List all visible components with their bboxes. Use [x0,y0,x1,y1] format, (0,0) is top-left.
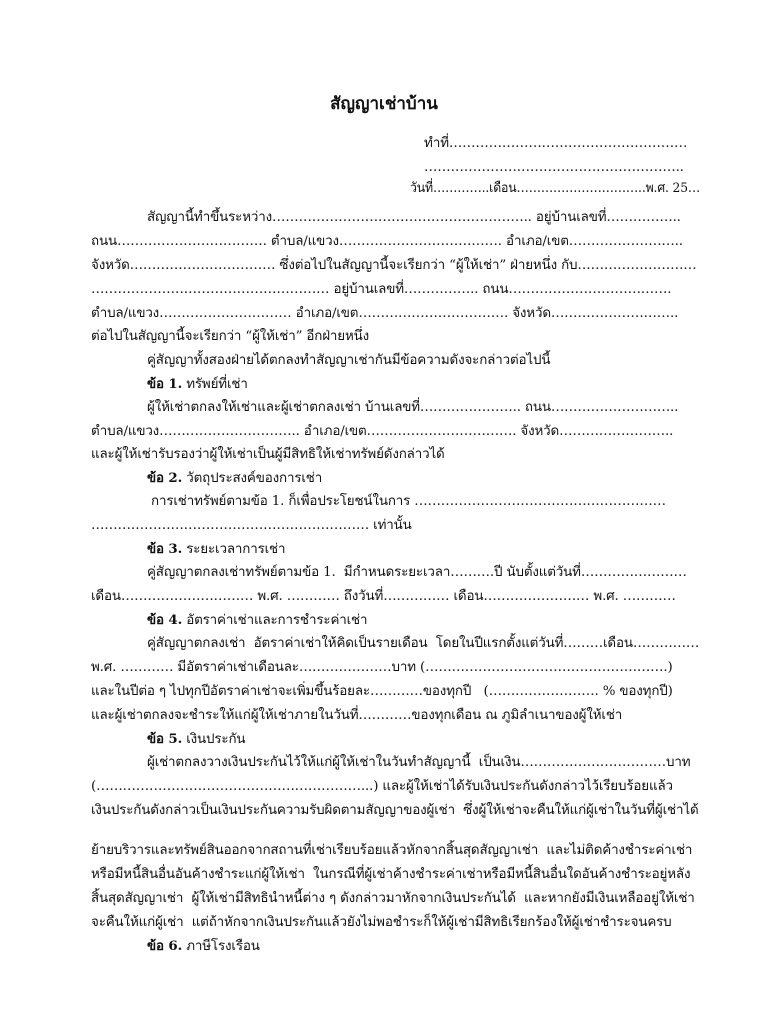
clause-heading [147,609,367,632]
clause-line: ย้ายบริวารและทรัพย์สินออกจากสถานที่เช่าเรียบร้อยแล้วหักจากสิ้นสุดสัญญาเช่า และไม่ติดค้างชำระค่าเช่า [91,843,693,858]
clause-line: ……………………………………………………… เท่านั้น [91,518,412,533]
clause-title: ระยะเวลาการเช่า [186,542,286,557]
clause-heading [147,538,285,561]
clause-title: ทรัพย์ที่เช่า [186,377,248,392]
clause-heading [147,728,245,751]
clause-line: ผู้เช่าตกลงวางเงินประกันไว้ให้แก่ผู้ให้เช่าในวันทำสัญญานี้ เป็นเงิน……………………………บาท [147,755,691,770]
clause-line: เงินประกันดังกล่าวเป็นเงินประกันความรับผิดตามสัญญาของผู้เช่า ซึ่งผู้ให้เช่าจะคืนให้แก่ผู้เช่าในวันที่ผู้เช่าได้ [91,803,699,818]
clause-line: เดือน………………………… พ.ศ. ………… ถึงวันที่…………… เดือน…………………… พ.ศ. ………… [91,589,676,604]
clause-heading [147,935,260,958]
clause-line: จะคืนให้แก่ผู้เช่า แต่ถ้าหักจากเงินประกันแล้วยังไม่พอชำระก็ให้ผู้เช่ามีสิทธิเรียกร้องให้ผู้เช่าชำระจนครบ [91,915,672,930]
clause-number: ข้อ 1. [147,376,183,392]
clause-title: เงินประกัน [186,732,246,747]
clause-line: คู่สัญญาตกลงเช่าทรัพย์ตามข้อ 1. มีกำหนดระยะเวลา……….ปี นับตั้งแต่วันที่…………………… [147,565,687,580]
clause-heading [147,373,248,396]
clause-line: และในปีต่อ ๆ ไปทุกปีอัตราค่าเช่าจะเพิ่มขึ้นร้อยละ…………ของทุกปี (……………………. % ของทุกปี) [91,684,673,699]
clause-number: ข้อ 5. [147,731,183,747]
made-at-line: ทำที่……………………………………………… [424,136,688,151]
clause-number: ข้อ 2. [147,470,183,486]
parties-line: ……………………………………………… อยู่บ้านเลขที่…………….. ถนน………………………………. [91,282,672,297]
clause-line: และผู้ให้เช่ารับรองว่าผู้ให้เช่าเป็นผู้มีสิทธิให้เช่าทรัพย์ดังกล่าวได้ [91,447,445,462]
clause-line: พ.ศ. ………… มีอัตราค่าเช่าเดือนละ…………………บาท (……………………………………………….) [91,660,673,675]
clause-line: คู่สัญญาตกลงเช่า อัตราค่าเช่าให้คิดเป็นรายเดือน โดยในปีแรกตั้งแต่วันที่………เดือน…………… [147,636,700,651]
clause-line: สิ้นสุดสัญญาเช่า ผู้ให้เช่ามีสิทธินำหนี้ต่าง ๆ ดังกล่าวมาหักจากเงินประกันได้ และหากยังมีเงินเหลืออยู่ให้เช่า [91,891,695,906]
clause-heading [147,467,322,490]
parties-line: สัญญานี้ทำขึ้นระหว่าง………………………………………………….. อยู่บ้านเลขที่…………….. [147,210,681,225]
clause-line: การเช่าทรัพย์ตามข้อ 1. ก็เพื่อประโยชน์ในการ ………………………………………………… [151,494,666,509]
clause-number: ข้อ 6. [147,938,183,954]
clause-number: ข้อ 3. [147,541,183,557]
clause-title: อัตราค่าเช่าและการชำระค่าเช่า [186,613,368,628]
clause-line: ตำบล/แขวง………………………….. อำเภอ/เขต……………………………. จังหวัด…………………….. [91,424,674,439]
clause-line: (……………………………………………………...) และผู้ให้เช่าได้รับเงินประกันดังกล่าวไว้เรียบร้อยแล้ว [91,779,673,794]
clause-title: วัตถุประสงค์ของการเช่า [186,471,323,486]
clause-line: และผู้เช่าตกลงจะชำระให้แก่ผู้ให้เช่าภายในวันที่…………ของทุกเดือน ณ ภูมิลำเนาของผู้ให้เช่า [91,708,623,723]
clause-title: ภาษีโรงเรือน [186,939,260,954]
clause-line: ผู้ให้เช่าตกลงให้เช่าและผู้เช่าตกลงเช่า บ้านเลขที่………………….. ถนน……………………….. [147,400,679,415]
parties-line: ถนน……………………………. ตำบล/แขวง………………………………. อำเภอ/เขต…………………….. [91,234,683,249]
clause-number: ข้อ 4. [147,612,183,628]
parties-line: ตำบล/แขวง………………………… อำเภอ/เขต……………………………. จังหวัด……………………….. [91,306,679,321]
clause-line: หรือมีหนี้สินอื่นอันค้างชำระแก่ผู้ให้เช่า ในกรณีที่ผู้เช่าค้างชำระค่าเช่าหรือมีหนี้สินอื่นใดอันค้างชำระอยู่หลัง [91,867,691,882]
date-line: วันที่…………..เดือน…………………………..พ.ศ. 25… [410,181,701,196]
parties-line: ต่อไปในสัญญานี้จะเรียกว่า “ผู้ให้เช่า” อีกฝ่ายหนึ่ง [91,329,370,344]
made-at-line-2: ………………………………………………….. [424,160,684,175]
parties-line: คู่สัญญาทั้งสองฝ่ายได้ตกลงทำสัญญาเช่ากันมีข้อความดังจะกล่าวต่อไปนี้ [147,353,551,368]
document-title: สัญญาเช่าบ้าน [330,94,438,114]
parties-line: จังหวัด…………………………… ซึ่งต่อไปในสัญญานี้จะเรียกว่า “ผู้ให้เช่า” ฝ่ายหนึ่ง กับ……………………… [91,258,697,273]
